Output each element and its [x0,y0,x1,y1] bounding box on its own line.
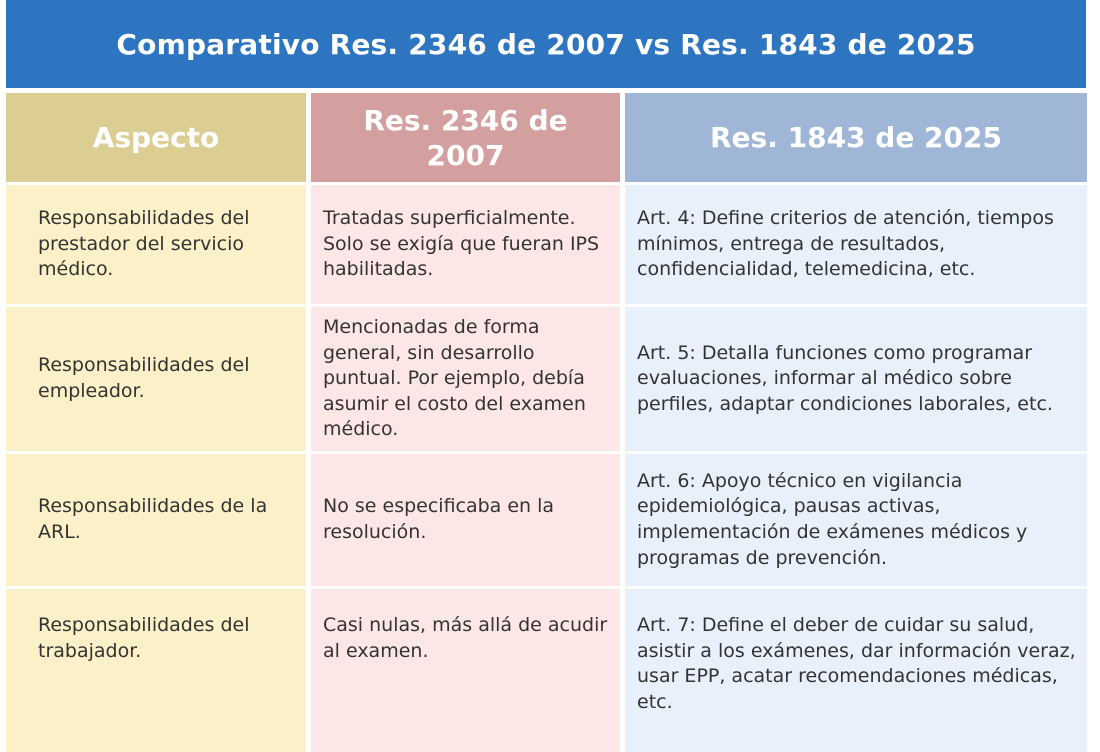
header-res-2346: Res. 2346 de 2007 [311,93,620,182]
row-2-res-2346: Mencionadas de forma general, sin desarrollo puntual. Por ejemplo, debía asumir el costo del examen médico. [311,307,620,451]
row-4-aspect: Responsabilidades del trabajador. [6,589,306,752]
comparison-table [6,93,1087,752]
row-4-res-2346: Casi nulas, más allá de acudir al examen. [311,589,620,752]
row-1-aspect: Responsabilidades del prestador del servicio médico. [6,185,306,304]
row-1-res-1843: Art. 4: Define criterios de atención, tiempos mínimos, entrega de resultados, confidencialidad, telemedicina, etc. [625,185,1087,304]
row-3-aspect: Responsabilidades de la ARL. [6,454,306,586]
row-2-res-1843: Art. 5: Detalla funciones como programar evaluaciones, informar al médico sobre perfiles, adaptar condiciones laborales, etc. [625,307,1087,451]
row-3-res-2346: No se especificaba en la resolución. [311,454,620,586]
row-4-res-1843: Art. 7: Define el deber de cuidar su salud, asistir a los exámenes, dar información veraz, usar EPP, acatar recomendaciones médicas, etc. [625,589,1087,752]
header-res-1843: Res. 1843 de 2025 [625,93,1087,182]
row-1-res-2346: Tratadas superficialmente. Solo se exigía que fueran IPS habilitadas. [311,185,620,304]
header-aspect: Aspecto [6,93,306,182]
table-title: Comparativo Res. 2346 de 2007 vs Res. 1843 de 2025 [6,0,1086,88]
row-3-res-1843: Art. 6: Apoyo técnico en vigilancia epidemiológica, pausas activas, implementación de exámenes médicos y programas de prevención. [625,454,1087,586]
row-2-aspect: Responsabilidades del empleador. [6,307,306,451]
